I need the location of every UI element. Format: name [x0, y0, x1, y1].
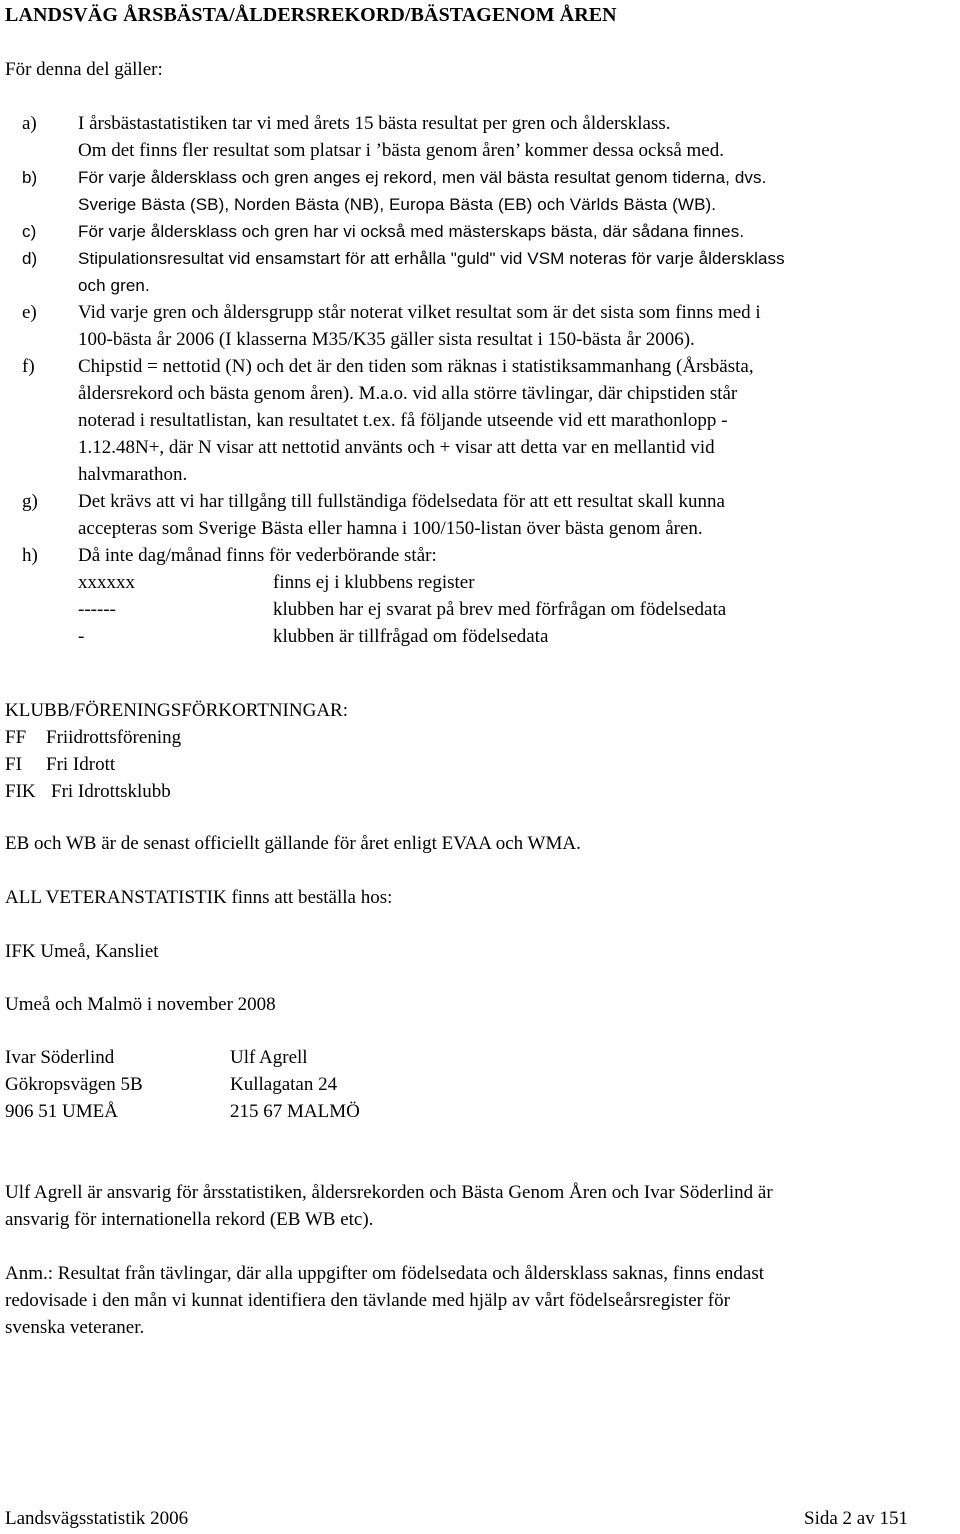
club-abbr: FF: [5, 727, 27, 748]
order-address: IFK Umeå, Kansliet: [5, 941, 159, 962]
item-line: Vid varje gren och åldersgrupp står noterat vilket resultat som är det sista som finns med i: [78, 302, 761, 323]
club-row: [5, 751, 348, 778]
item-line: åldersrekord och bästa genom åren). M.a.o. vid alla större tävlingar, där chipstiden står: [78, 383, 738, 404]
item-line: För varje åldersklass och gren anges ej rekord, men väl bästa resultat genom tiderna, dvs.: [78, 168, 767, 187]
definition-code: -: [78, 626, 85, 647]
item-label: h): [22, 545, 38, 566]
item-text: [78, 542, 960, 569]
definitions-list: [78, 569, 960, 650]
definition-meaning: klubben är tillfrågad om födelsedata: [273, 626, 549, 647]
place-date: Umeå och Malmö i november 2008: [5, 994, 276, 1015]
definition-meaning: klubben har ej svarat på brev med förfrågan om födelsedata: [273, 599, 727, 620]
definition-code: ------: [78, 599, 116, 620]
contact-row: [5, 1071, 360, 1098]
club-name: Fri Idrottsklubb: [51, 781, 171, 802]
definition-code: xxxxxx: [78, 572, 135, 593]
eb-wb-note: EB och WB är de senast officiellt gällande för året enligt EVAA och WMA.: [5, 833, 581, 854]
item-label: d): [22, 249, 38, 268]
responsibility-paragraph: [5, 1179, 953, 1233]
page-footer: [5, 1505, 953, 1532]
club-abbr: FI: [5, 754, 22, 775]
item-line: Om det finns fler resultat som platsar i ’bästa genom åren’ kommer dessa också med.: [78, 140, 724, 161]
paragraph-line: svenska veteraner.: [5, 1317, 145, 1338]
item-label: a): [22, 113, 37, 134]
item-label: f): [22, 356, 35, 377]
paragraph-line: redovisade i den mån vi kunnat identifiera den tävlande med hjälp av vårt födelseårsregister för: [5, 1290, 730, 1311]
club-abbr: FIK: [5, 781, 36, 802]
contact-addresses: [5, 1044, 360, 1125]
item-line: noterad i resultatlistan, kan resultatet t.ex. få följande utseende vid ett marathonlopp -: [78, 410, 728, 431]
list-item-e: [5, 299, 960, 353]
definition-meaning: finns ej i klubbens register: [273, 572, 475, 593]
contact-row: [5, 1044, 360, 1071]
list-item-g: [5, 488, 960, 542]
definition-row: [78, 596, 960, 623]
item-text: [78, 299, 960, 353]
contact-right: 215 67 MALMÖ: [230, 1101, 360, 1122]
definition-row: [78, 569, 960, 596]
club-row: [5, 724, 348, 751]
item-text: [78, 488, 960, 542]
page-title: LANDSVÄG ÅRSBÄSTA/ÅLDERSREKORD/BÄSTAGENOM ÅREN: [5, 4, 617, 26]
list-item-h: [5, 542, 960, 569]
document-page: [5, 0, 960, 1534]
contact-right: Kullagatan 24: [230, 1074, 338, 1095]
contact-right: Ulf Agrell: [230, 1047, 308, 1068]
list-item-c: [5, 218, 960, 245]
definition-row: [78, 623, 960, 650]
contact-row: [5, 1098, 360, 1125]
item-line: Sverige Bästa (SB), Norden Bästa (NB), Europa Bästa (EB) och Världs Bästa (WB).: [78, 195, 717, 214]
list-item-d: [5, 245, 960, 299]
item-text: [78, 218, 960, 245]
item-label: g): [22, 491, 38, 512]
item-label: e): [22, 302, 37, 323]
contact-left: 906 51 UMEÅ: [5, 1101, 118, 1122]
page-number: Sida 2 av 151: [804, 1508, 908, 1529]
item-line: Stipulationsresultat vid ensamstart för att erhålla "guld" vid VSM noteras för varje åldersklass: [78, 249, 785, 268]
item-line: I årsbästastatistiken tar vi med årets 15 bästa resultat per gren och åldersklass.: [78, 113, 671, 134]
paragraph-line: ansvarig för internationella rekord (EB WB etc).: [5, 1209, 374, 1230]
item-text: [78, 245, 960, 299]
item-text: [78, 353, 960, 488]
item-line: Då inte dag/månad finns för vederbörande står:: [78, 545, 437, 566]
item-text: [78, 110, 960, 164]
footer-title: Landsvägsstatistik 2006: [5, 1508, 189, 1529]
item-line: Det krävs att vi har tillgång till fullständiga födelsedata för att ett resultat skall kunna: [78, 491, 725, 512]
order-heading: ALL VETERANSTATISTIK finns att beställa hos:: [5, 887, 393, 908]
item-line: För varje åldersklass och gren har vi också med mästerskaps bästa, där sådana finnes.: [78, 222, 745, 241]
contact-left: Ivar Söderlind: [5, 1047, 115, 1068]
contact-left: Gökropsvägen 5B: [5, 1074, 143, 1095]
list-item-a: [5, 110, 960, 164]
item-text: [78, 164, 960, 218]
club-name: Fri Idrott: [46, 754, 116, 775]
item-label: c): [22, 222, 37, 241]
item-line: Chipstid = nettotid (N) och det är den tiden som räknas i statistiksammanhang (Årsbästa,: [78, 356, 754, 377]
remark-paragraph: [5, 1260, 953, 1341]
item-line: 100-bästa år 2006 (I klasserna M35/K35 gäller sista resultat i 150-bästa år 2006).: [78, 329, 695, 350]
club-row: [5, 778, 348, 805]
clubs-heading: KLUBB/FÖRENINGSFÖRKORTNINGAR:: [5, 700, 349, 721]
list-item-b: [5, 164, 960, 218]
item-line: 1.12.48N+, där N visar att nettotid använts och + visar att detta var en mellantid vid: [78, 437, 715, 458]
club-abbreviations: [5, 697, 348, 805]
rules-list: [5, 110, 960, 650]
club-name: Friidrottsförening: [46, 727, 182, 748]
item-line: accepteras som Sverige Bästa eller hamna i 100/150-listan över bästa genom åren.: [78, 518, 703, 539]
paragraph-line: Anm.: Resultat från tävlingar, där alla uppgifter om födelsedata och åldersklass saknas, finns endast: [5, 1263, 765, 1284]
item-label: b): [22, 168, 38, 187]
item-line: och gren.: [78, 276, 150, 295]
list-item-f: [5, 353, 960, 488]
item-line: halvmarathon.: [78, 464, 188, 485]
paragraph-line: Ulf Agrell är ansvarig för årsstatistiken, åldersrekorden och Bästa Genom Åren och Ivar Söderlind är: [5, 1182, 773, 1203]
intro-text: För denna del gäller:: [5, 59, 163, 80]
